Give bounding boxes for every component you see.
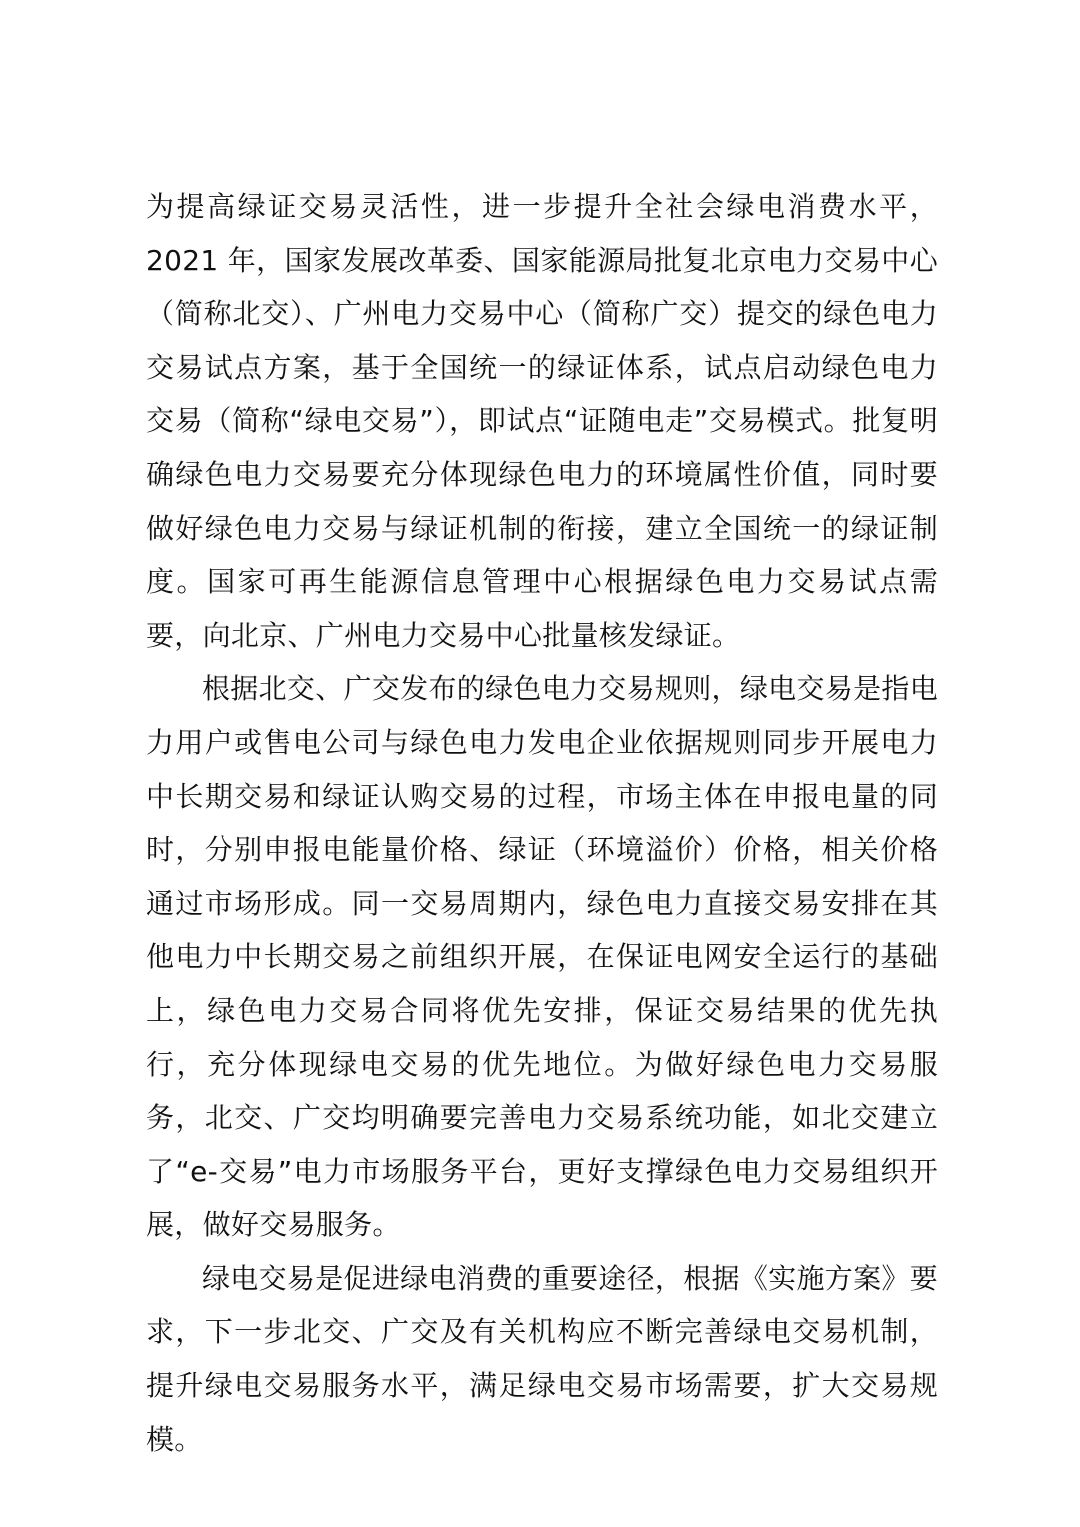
paragraph-next-steps: 绿电交易是促进绿电消费的重要途径，根据《实施方案》要求，下一步北交、广交及有关机构应不断完善绿电交易机制，提升绿电交易服务水平，满足绿电交易市场需要，扩大交易规模。 — [146, 1261, 938, 1456]
paragraph-green-certificate-trading-pilot: 为提高绿证交易灵活性，进一步提升全社会绿电消费水平，2021 年，国家发展改革委、国家能源局批复北京电力交易中心（简称北交）、广州电力交易中心（简称广交）提交的绿色电力交易试点方案，基于全国统一的绿证体系，试点启动绿色电力交易（简称“绿电交易”），即试点“证随电走”交易模式。批复明确绿色电力交易要充分体现绿色电力的环境属性价值，同时要做好绿色电力交易与绿证机制的衔接，建立全国统一的绿证制度。国家可再生能源信息管理中心根据绿色电力交易试点需要，向北京、广州电力交易中心批量核发绿证。 — [146, 190, 938, 652]
paragraph-green-power-trading-rules: 根据北交、广交发布的绿色电力交易规则，绿电交易是指电力用户或售电公司与绿色电力发电企业依据规则同步开展电力中长期交易和绿证认购交易的过程，市场主体在申报电量的同时，分别申报电能量价格、绿证（环境溢价）价格，相关价格通过市场形成。同一交易周期内，绿色电力直接交易安排在其他电力中长期交易之前组织开展，在保证电网安全运行的基础上，绿色电力交易合同将优先安排，保证交易结果的优先执行，充分体现绿电交易的优先地位。为做好绿色电力交易服务，北交、广交均明确要完善电力交易系统功能，如北交建立了“e-交易”电力市场服务平台，更好支撑绿色电力交易组织开展，做好交易服务。 — [146, 672, 938, 1242]
document-body — [146, 180, 938, 1466]
